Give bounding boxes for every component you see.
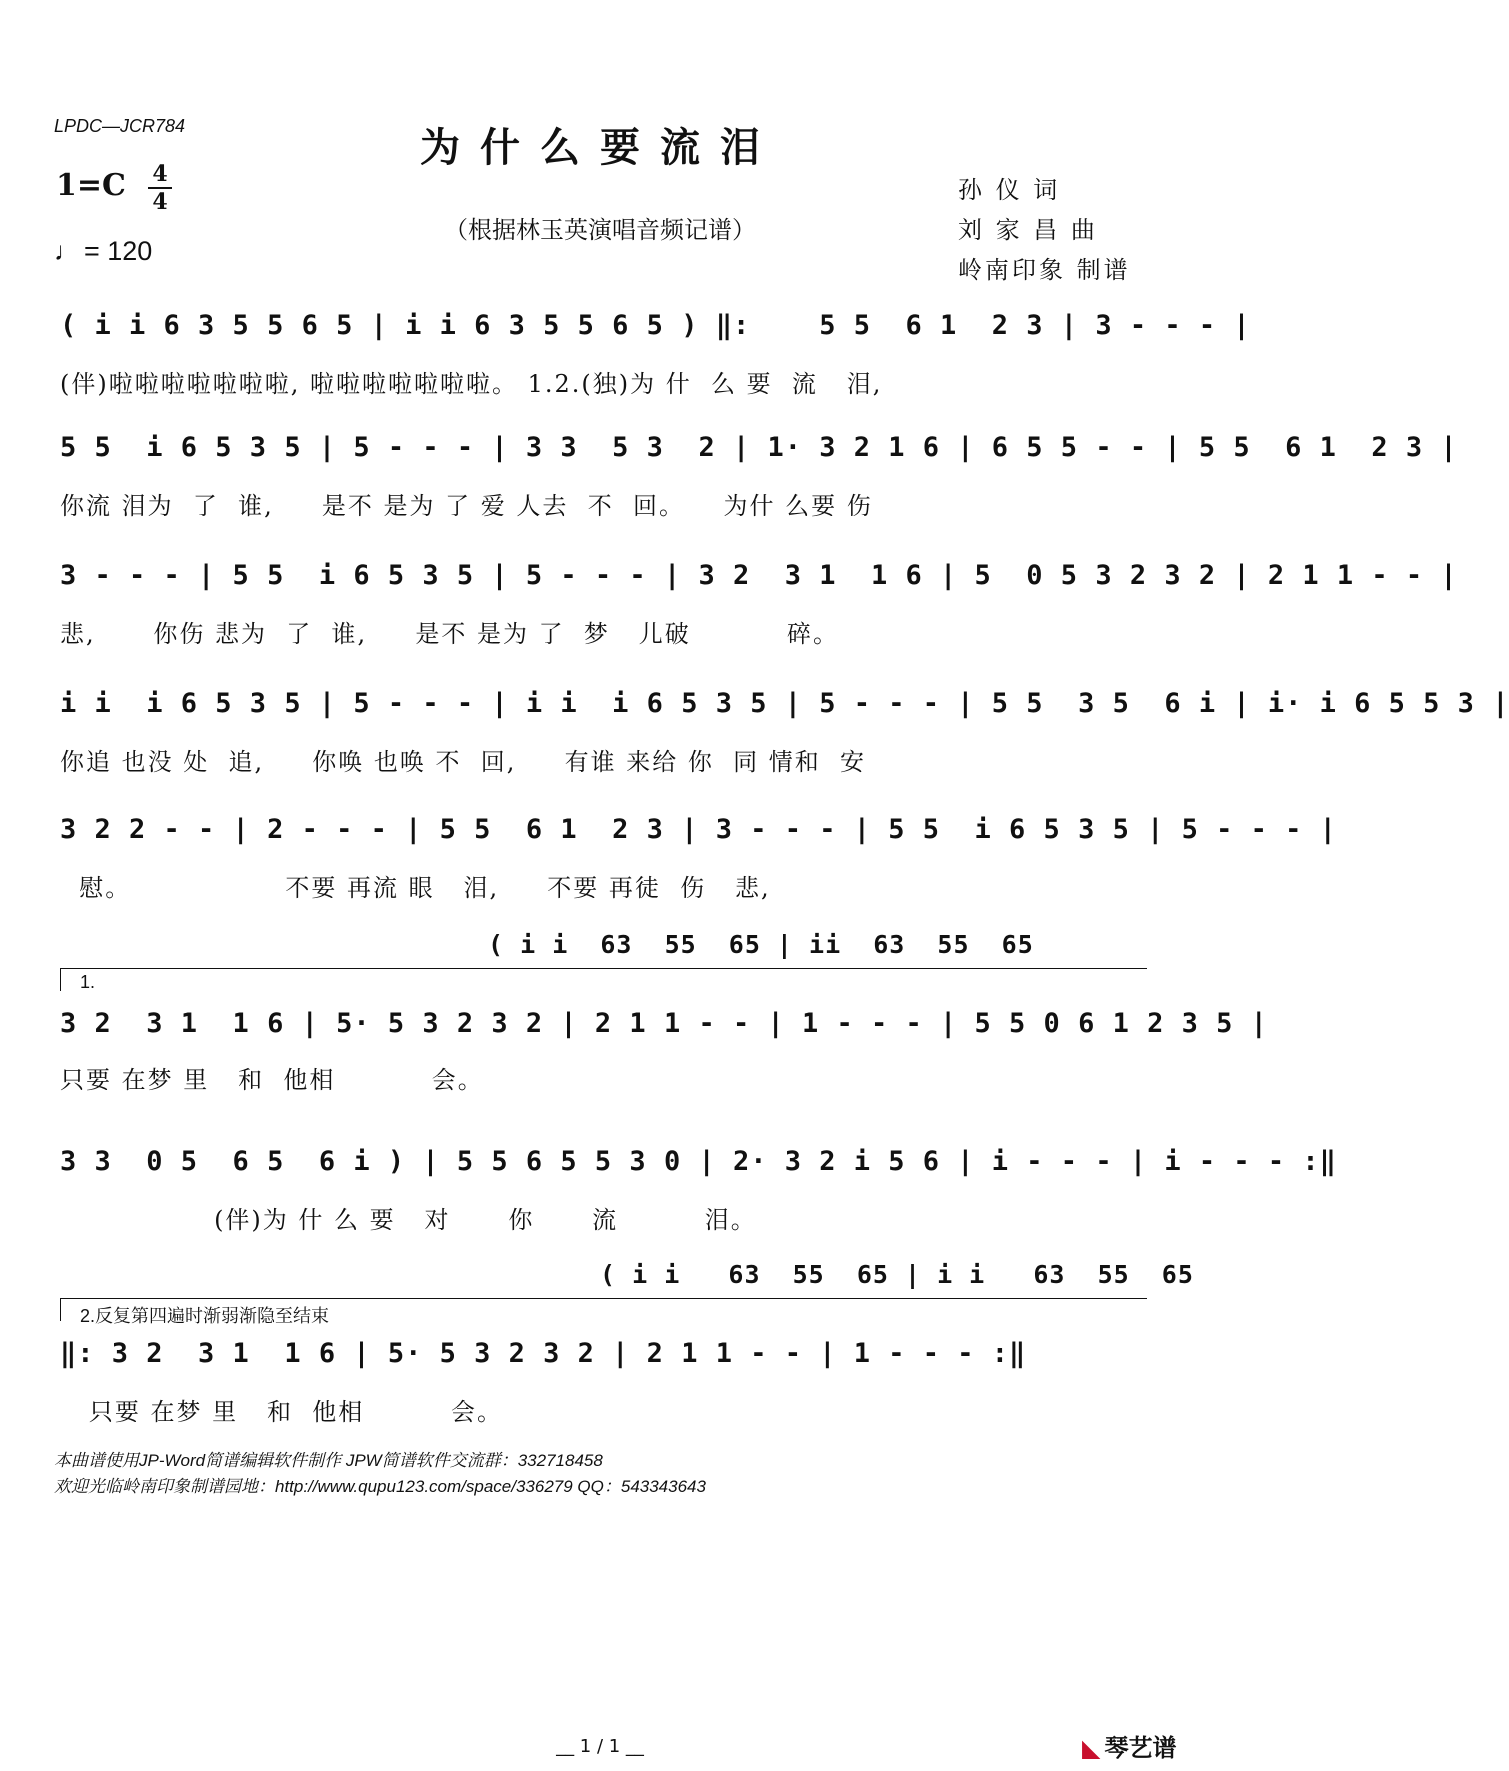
score-row-5-notes: 3 2 2 - - | 2 - - - | 5 5 6 1 2 3 | 3 - - - | 5 5 i 6 5 3 5 | 5 - - - |	[60, 814, 1337, 845]
footer-software-note: 本曲谱使用JP-Word简谱编辑软件制作 JPW简谱软件交流群：332718458	[54, 1451, 603, 1470]
score-code: LPDC—JCR784	[54, 116, 186, 136]
arranger-credit: 岭南印象 制谱	[958, 256, 1131, 284]
volta-1-bracket	[60, 968, 1147, 991]
score-row-8-notes: ‖: 3 2 3 1 1 6 | 5· 5 3 2 3 2 | 2 1 1 - - | 1 - - - :‖	[60, 1338, 1027, 1369]
logo-icon: ◣	[1082, 1734, 1101, 1762]
score-row-6-notes: 3 2 3 1 1 6 | 5· 5 3 2 3 2 | 2 1 1 - - | 1 - - - | 5 5 0 6 1 2 3 5 |	[60, 1008, 1268, 1039]
score-row-2-notes: 5 5 i 6 5 3 5 | 5 - - - | 3 3 5 3 2 | 1· 3 2 1 6 | 6 5 5 - - | 5 5 6 1 2 3 |	[60, 432, 1458, 463]
volta-2-label: 2.反复第四遍时渐弱渐隐至结束	[80, 1306, 330, 1326]
score-row-3-notes: 3 - - - | 5 5 i 6 5 3 5 | 5 - - - | 3 2 3 1 1 6 | 5 0 5 3 2 3 2 | 2 1 1 - - |	[60, 560, 1458, 591]
score-row-5-lyrics: 慰。 不要 再流 眼 泪, 不要 再徒 伤 悲,	[60, 874, 771, 902]
composer-credit: 刘 家 昌 曲	[958, 216, 1098, 244]
accompaniment-row-2: ( i i 63 55 65 | i i 63 55 65	[600, 1260, 1194, 1289]
lyricist-credit: 孙 仪 词	[958, 176, 1061, 204]
volta-1-label: 1.	[80, 972, 96, 992]
score-row-7-lyrics: (伴)为 什 么 要 对 你 流 泪。	[60, 1206, 757, 1234]
site-logo	[1082, 1728, 1176, 1763]
score-row-1-lyrics: (伴)啦啦啦啦啦啦啦, 啦啦啦啦啦啦啦。 1.2.(独)为 什 么 要 流 泪,	[60, 370, 883, 398]
score-row-4-notes: i i i 6 5 3 5 | 5 - - - | i i i 6 5 3 5 | 5 - - - | 5 5 3 5 6 i | i· i 6 5 5 3 |	[60, 688, 1509, 719]
score-row-3-lyrics: 悲, 你伤 悲为 了 谁, 是不 是为 了 梦 儿破 碎。	[60, 620, 840, 648]
song-title: 为什么要流泪	[420, 124, 780, 171]
quarter-note-icon: ♩	[54, 236, 80, 266]
time-signature-top: 4	[152, 161, 168, 187]
score-row-7-notes: 3 3 0 5 6 5 6 i ) | 5 5 6 5 5 3 0 | 2· 3 2 i 5 6 | i - - - | i - - - :‖	[60, 1146, 1337, 1177]
logo-text: 琴艺谱	[1104, 1734, 1177, 1762]
transcription-note: （根据林玉英演唱音频记谱）	[444, 216, 756, 244]
score-row-2-lyrics: 你流 泪为 了 谁, 是不 是为 了 爱 人去 不 回。 为什 么要 伤	[60, 492, 873, 520]
accompaniment-row-1: ( i i 63 55 65 | ii 63 55 65	[488, 930, 1034, 959]
score-row-8-lyrics: 只要 在梦 里 和 他相 会。	[60, 1398, 503, 1426]
key-signature: 1=C	[56, 168, 126, 203]
time-signature-bottom: 4	[152, 189, 168, 215]
time-signature	[148, 162, 172, 214]
tempo-value: = 120	[84, 236, 153, 266]
score-row-6-lyrics: 只要 在梦 里 和 他相 会。	[60, 1066, 484, 1094]
score-row-4-lyrics: 你追 也没 处 追, 你唤 也唤 不 回, 有谁 来给 你 同 情和 安	[60, 748, 866, 776]
footer-website-note: 欢迎光临岭南印象制谱园地：http://www.qupu123.com/space/336279 QQ：543343643	[54, 1477, 706, 1496]
credits	[958, 170, 1131, 290]
score-row-1-notes: ( i i 6 3 5 5 6 5 | i i 6 3 5 5 6 5 ) ‖: 5 5 6 1 2 3 | 3 - - - |	[60, 310, 1251, 341]
page-number: __ 1 / 1 __	[556, 1736, 644, 1757]
